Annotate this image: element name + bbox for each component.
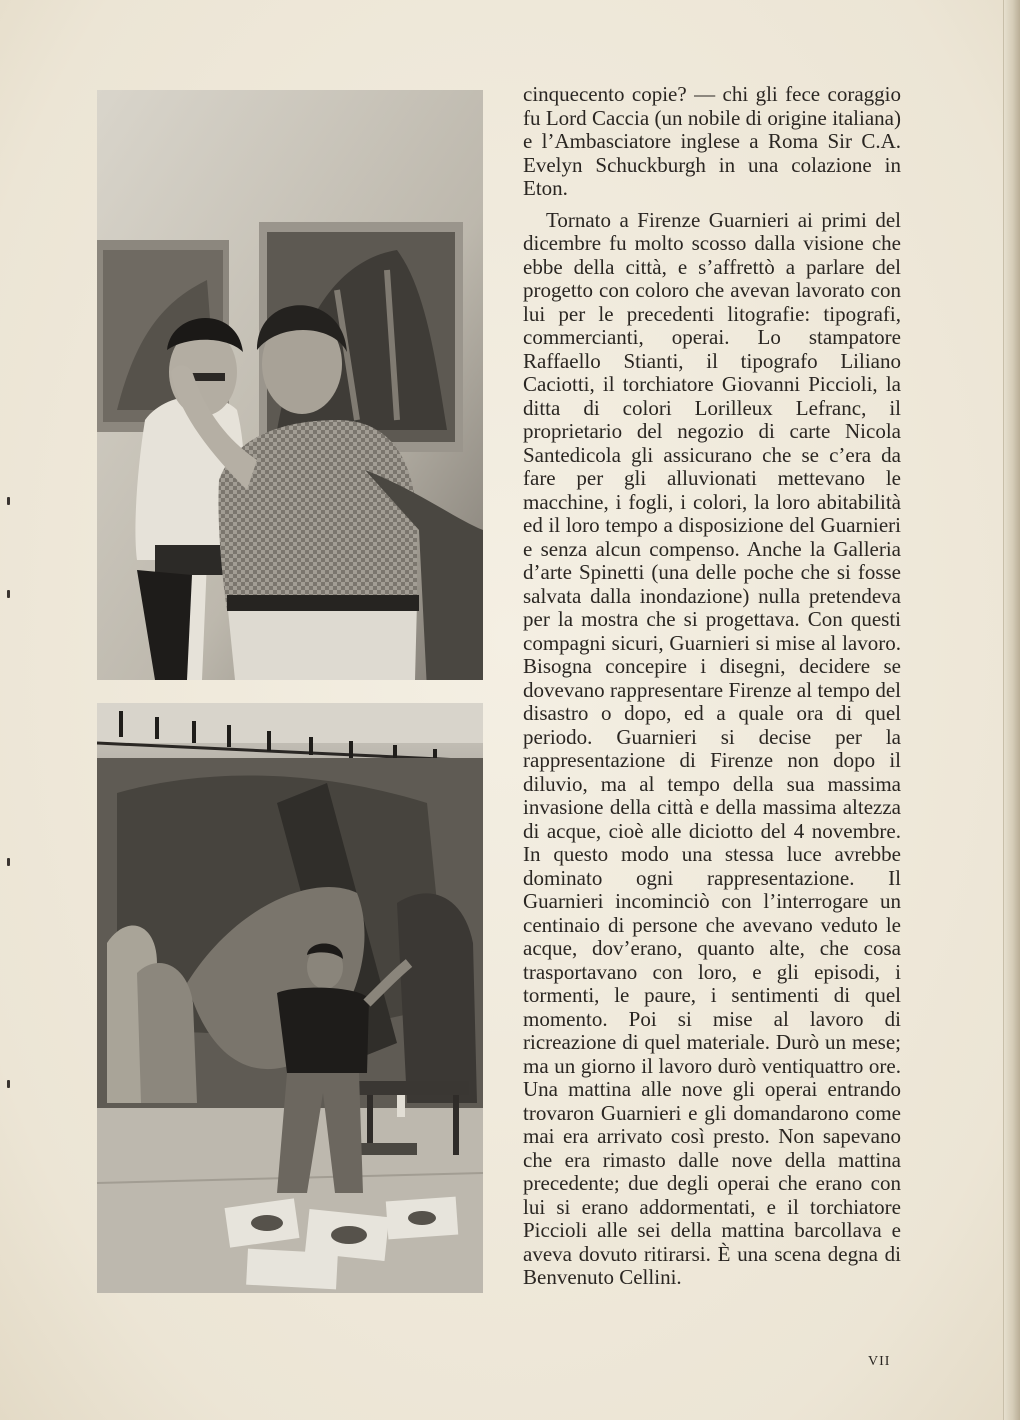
photo-artists-portrait bbox=[97, 90, 483, 680]
paragraph-1: cinquecento copie? — chi gli fece coraggio fu Lord Caccia (un nobile di origine italiana) e l’Ambasciatore inglese a Roma Sir C.A. Evelyn Schuckburgh in una colazione in Eton. bbox=[523, 82, 901, 200]
page-edge bbox=[1004, 0, 1020, 1420]
article-text-column bbox=[523, 83, 901, 1290]
photo-studio-painting bbox=[97, 703, 483, 1293]
paragraph-2: Tornato a Firenze Guarnieri ai primi del dicembre fu molto scosso dalla visione che ebbe della città, e s’affrettò a parlare del progetto con coloro che avevan lavorato con lui per le precedenti litografie: tipografi, commercianti, operai. Lo stampatore Raffaello Stianti, il tipografo Liliano Caciotti, il torchiatore Giovanni Piccioli, la ditta di colori Lorilleux Lefranc, il proprietario del negozio di carte Nicola Santedicola gli assicurano che se c’era da fare per gli alluvionati mettevano le macchine, i fogli, i colori, la loro abitabilità ed il loro tempo a disposizione del Guarnieri e senza alcun compenso. Anche la Galleria d’arte Spinetti (una delle poche che si fosse salvata dalla inondazione) nulla pretendeva per la mostra che si progettava. Con questi compagni sicuri, Guarnieri si mise al lavoro. Bisogna concepire i disegni, decidere se dovevano rappresentare Firenze al tempo del disastro o dopo, ed a quale ora di quel periodo. Guarnieri si decise per la rappresentazione di Firenze non dopo il diluvio, ma al tempo della sua massima invasione della città e della massima altezza di acque, cioè alle diciotto del 4 novembre. In questo modo una stessa luce avrebbe dominato ogni rappresentazione. Il Guarnieri incominciò con l’interrogare un centinaio di persone che avevano veduto le acque, dov’erano, quanto alte, che cosa trasportavano con loro, e gli episodi, i tormenti, le paure, i sentimenti di quel momento. Poi si mise al lavoro di ricreazione di quel materiale. Durò un mese; ma un giorno il lavoro durò ventiquattro ore. Una mattina alle nove gli operai entrando trovaron Guarnieri e gli domandarono come mai era arrivato così presto. Non sapevano che era rimasto dalle nove della mattina precedente; due degli operai che erano con lui si erano addormentati, e il torchiatore Piccioli alle sei della mattina barcollava e aveva dovuto ritirarsi. È una scena degna di Benvenuto Cellini. bbox=[523, 207, 901, 1289]
binding-mark bbox=[7, 1080, 10, 1088]
binding-mark bbox=[7, 590, 10, 598]
binding-mark bbox=[7, 858, 10, 866]
page-number: VII bbox=[868, 1354, 891, 1369]
page-edge-line bbox=[1003, 0, 1004, 1420]
binding-mark bbox=[7, 497, 10, 505]
photo-artists-portrait-image bbox=[97, 90, 483, 680]
photo-studio-painting-image bbox=[97, 703, 483, 1293]
